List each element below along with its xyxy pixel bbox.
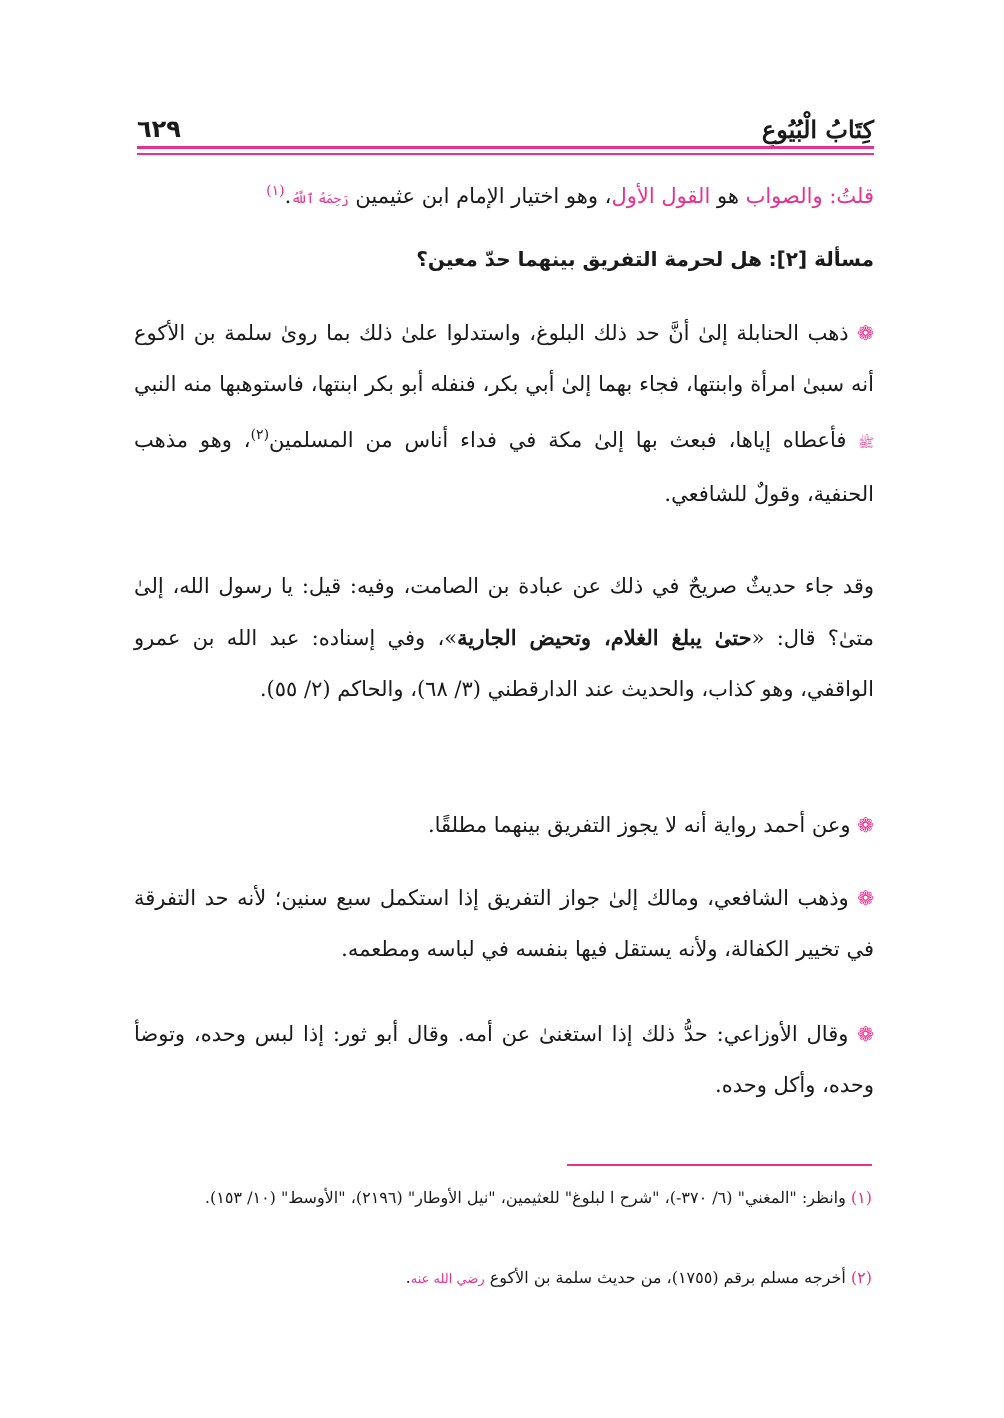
sawab-label: والصواب [745,184,823,208]
footnote-ref-1: (١) [266,183,285,199]
running-title: كِتَابُ الْبُيُوعِ [761,115,874,144]
hadith-quote: حتىٰ يبلغ الغلام، وتحيض الجارية [457,625,752,650]
footnote-number: (١) [850,1188,872,1207]
intro-line: قلتُ: والصواب هو القول الأول، وهو اختيار الإمام ابن عثيمين رَحِمَهُ ٱللَّهُ.$^{(١)}$ [266,183,874,208]
honorific-glyph: رضي الله عنه [410,1272,485,1287]
flower-bullet-icon: ❁ [857,886,874,910]
footnote-number: (٢) [850,1268,872,1287]
footnote-1: (١) وانظر: "المغني" (٦/ ٣٧٠-)، "شرح ا لبلوغ" للعثيمين، "نيل الأوطار" (٢١٩٦)، "الأوسط" (١٠/ ١٥٣). [204,1188,872,1207]
page-header [137,105,874,145]
honorific-glyph: رَحِمَهُ ٱللَّهُ [291,192,349,207]
paragraph-hanabila: ❁ ذهب الحنابلة إلىٰ أنَّ حد ذلك البلوغ، واستدلوا علىٰ ذلك بما روىٰ سلمة بن الأكوع أنه سبىٰ امرأة وابنتها، فجاء بهما إلىٰ أبي بكر، فنفله أبو بكر ابنتها، فاستوهبها منه النبي ﷺ فأعطاه إياها، فبعث بها إلىٰ مكة في فداء أناس من المسلمين$^{(٢)}$، وهو مذهب الحنفية، وقولٌ للشافعي. [134,321,874,506]
flower-bullet-icon: ❁ [857,321,874,345]
first-opinion: القول الأول [611,184,711,208]
paragraph-awzai: ❁ وقال الأوزاعي: حدُّ ذلك إذا استغنىٰ عن أمه. وقال أبو ثور: إذا لبس وحده، وتوضأ وحده، وأكل وحده. [134,1022,874,1097]
paragraph-shafii: ❁ وذهب الشافعي، ومالك إلىٰ جواز التفريق إذا استكمل سبع سنين؛ لأنه حد التفرقة في تخيير الكفالة، ولأنه يستقل فيها بنفسه في لباسه ومطعمه. [134,886,874,961]
paragraph-ahmad: ❁ وعن أحمد رواية أنه لا يجوز التفريق بينهما مطلقًا. [427,813,874,837]
footnote-separator [567,1164,872,1166]
flower-bullet-icon: ❁ [857,1022,874,1046]
flower-bullet-icon: ❁ [857,813,874,837]
paragraph-hadith: وقد جاء حديثٌ صريحٌ في ذلك عن عبادة بن الصامت، وفيه: قيل: يا رسول الله، إلىٰ متىٰ؟ قال: «حتىٰ يبلغ الغلام، وتحيض الجارية»، وفي إسناده: عبد الله بن عمرو الواقفي، وهو كذاب، والحديث عند الدارقطني (٣/ ٦٨)، والحاكم (٢/ ٥٥). [134,574,874,701]
question-label: مسألة [٢]: [768,247,874,271]
footnote-2: (٢) أخرجه مسلم برقم (١٧٥٥)، من حديث سلمة بن الأكوع رضي الله عنه. [405,1268,872,1287]
qult-label: قلتُ: [829,184,874,208]
salutation-glyph: ﷺ [858,436,874,451]
question-text: هل لحرمة التفريق بينهما حدّ معين؟ [416,247,762,271]
footnote-ref-2: (٢) [250,427,270,443]
header-rule-thick [137,146,874,149]
question-heading [134,234,874,285]
header-rule-thin [137,153,874,155]
page-number: ٦٢٩ [137,115,181,143]
